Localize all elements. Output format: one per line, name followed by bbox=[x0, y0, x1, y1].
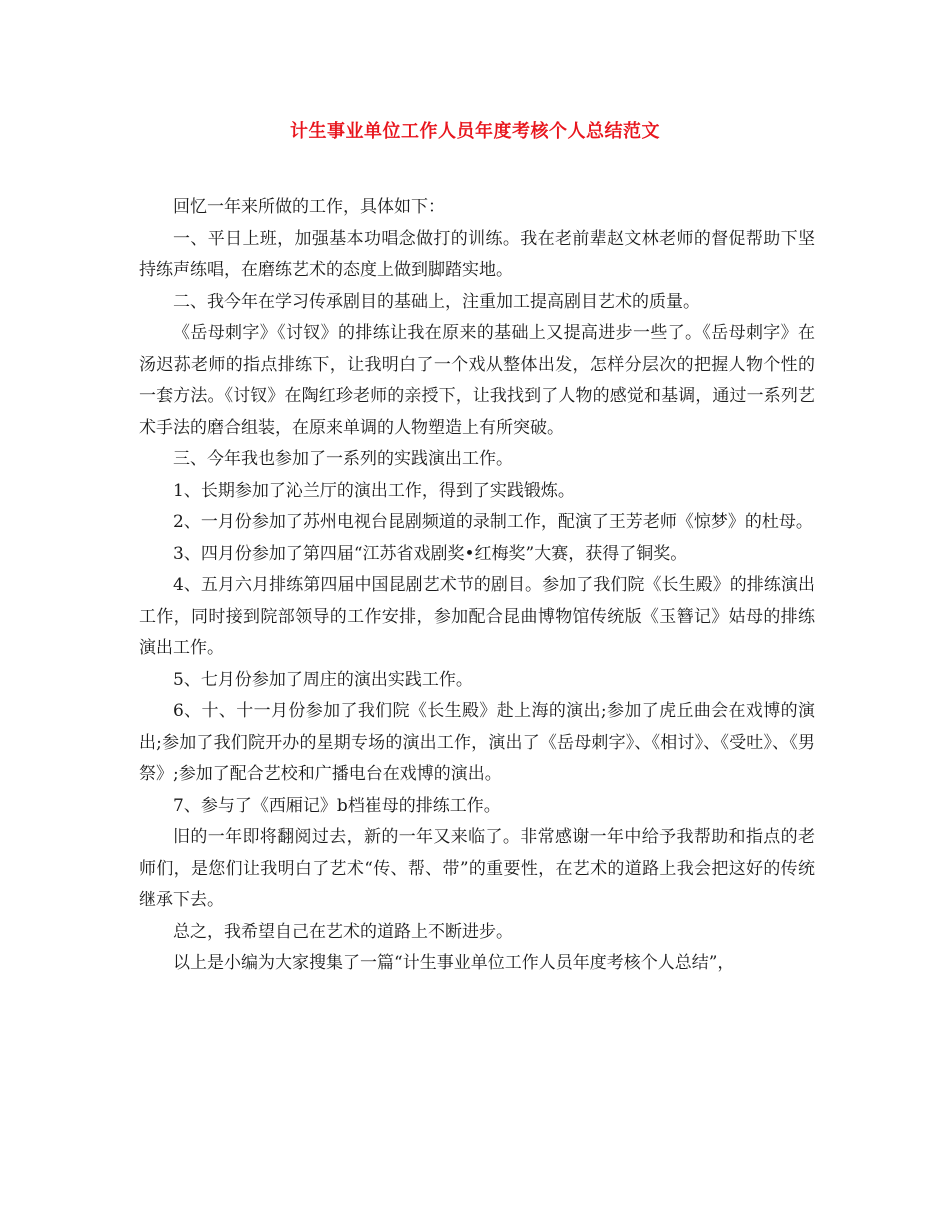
paragraph: 总之，我希望自己在艺术的道路上不断进步。 bbox=[173, 921, 513, 942]
paragraph: 一、平日上班，加强基本功唱念做打的训练。我在老前辈赵文林老师的督促帮助下坚持练声练唱，在磨练艺术的态度上做到脚踏实地。 bbox=[139, 228, 815, 280]
paragraph: 7、参与了《西厢记》b档崔母的排练工作。 bbox=[173, 795, 501, 816]
paragraph: 5、七月份参加了周庄的演出实践工作。 bbox=[173, 669, 473, 690]
paragraph: 回忆一年来所做的工作，具体如下： bbox=[173, 197, 445, 217]
paragraph: 三、今年我也参加了一系列的实践演出工作。 bbox=[173, 449, 513, 469]
document-body bbox=[139, 192, 815, 980]
paragraph: 6、十、十一月份参加了我们院《长生殿》赴上海的演出;参加了虎丘曲会在戏博的演出;参加了我们院开办的星期专场的演出工作，演出了《岳母刺字》、《相讨》、《受吐》、《男祭》;参加了配合艺校和广播电台在戏博的演出。 bbox=[139, 701, 815, 784]
paragraph: 3、四月份参加了第四届“江苏省戏剧奖•红梅奖”大赛，获得了铜奖。 bbox=[173, 543, 688, 564]
paragraph: 2、一月份参加了苏州电视台昆剧频道的录制工作，配演了王芳老师《惊梦》的杜母。 bbox=[173, 512, 813, 532]
paragraph: 二、我今年在学习传承剧目的基础上，注重加工提高剧目艺术的质量。 bbox=[173, 291, 700, 312]
paragraph: 《岳母刺字》《讨钗》的排练让我在原来的基础上又提高进步一些了。《岳母刺字》在汤迟荪老师的指点排练下，让我明白了一个戏从整体出发，怎样分层次的把握人物个性的一套方法。《讨钗》在陶红珍老师的亲授下，让我找到了人物的感觉和基调，通过一系列艺术手法的磨合组装，在原来单调的人物塑造上有所突破。 bbox=[139, 323, 815, 438]
paragraph: 1、长期参加了沁兰厅的演出工作，得到了实践锻炼。 bbox=[173, 480, 575, 501]
document-title: 计生事业单位工作人员年度考核个人总结范文 bbox=[290, 121, 660, 142]
paragraph: 以上是小编为大家搜集了一篇“计生事业单位工作人员年度考核个人总结”， bbox=[173, 953, 735, 973]
paragraph: 旧的一年即将翻阅过去，新的一年又来临了。非常感谢一年中给予我帮助和指点的老师们，是您们让我明白了艺术“传、帮、带”的重要性，在艺术的道路上我会把这好的传统继承下去。 bbox=[139, 827, 815, 910]
paragraph: 4、五月六月排练第四届中国昆剧艺术节的剧目。参加了我们院《长生殿》的排练演出工作，同时接到院部领导的工作安排，参加配合昆曲博物馆传统版《玉簪记》姑母的排练演出工作。 bbox=[139, 575, 815, 658]
